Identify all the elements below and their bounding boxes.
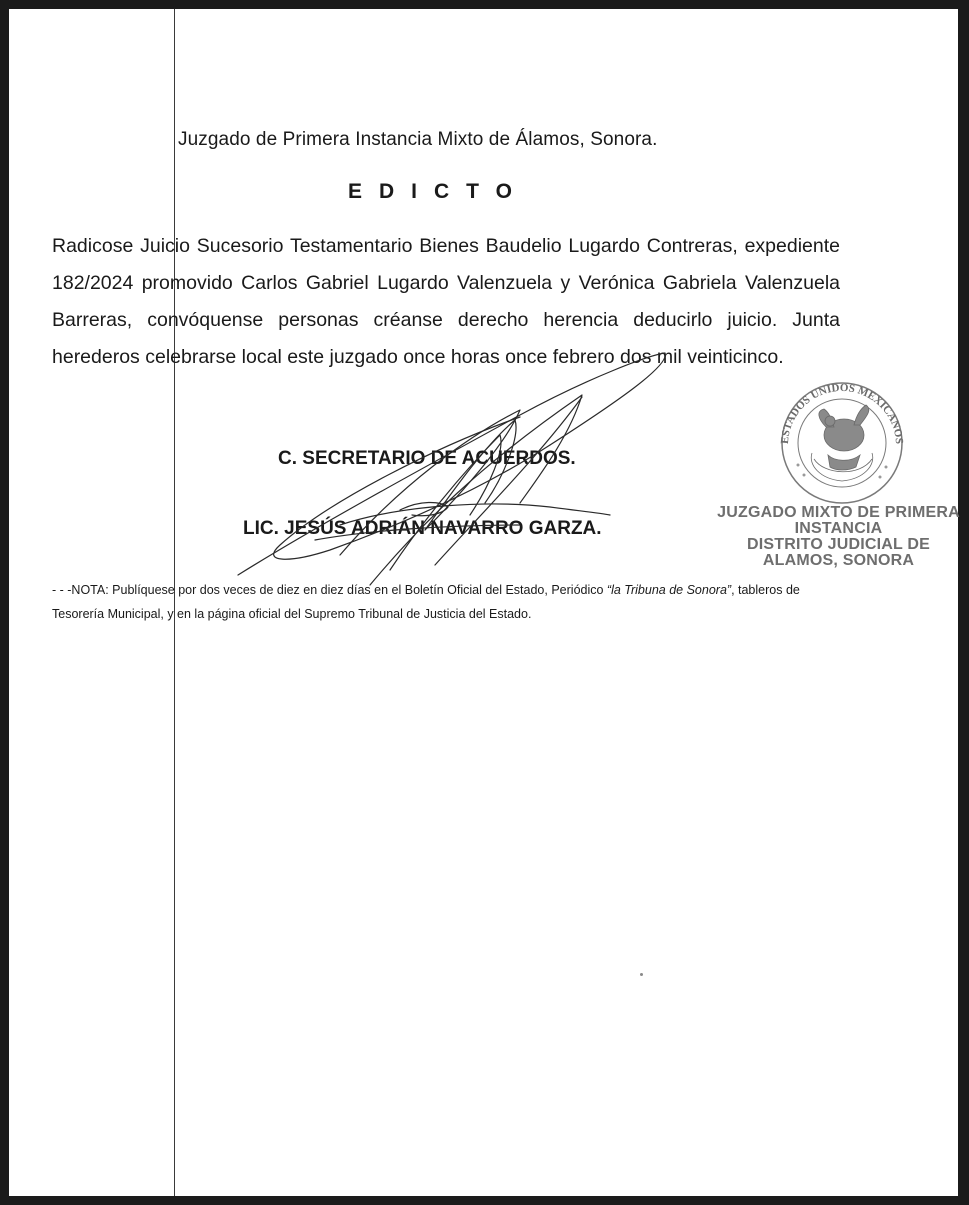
newspaper-name: “la Tribuna de Sonora” (606, 583, 732, 597)
stamp-line-1: JUZGADO MIXTO DE PRIMERA (717, 504, 960, 521)
scan-speck (640, 973, 643, 976)
stamp-line-3: DISTRITO JUDICIAL DE (747, 536, 930, 553)
note-prefix: - - -NOTA: Publíquese por dos veces de diez en diez días en el Boletín Oficial del Estado, Periódico (52, 583, 607, 597)
seal-legend: ESTADOS UNIDOS MEXICANOS (778, 381, 906, 445)
publication-note (52, 578, 852, 626)
court-header: Juzgado de Primera Instancia Mixto de Álamos, Sonora. (178, 129, 658, 150)
signer-name: LIC. JESÚS ADRIÁN NAVARRO GARZA. (243, 518, 602, 539)
stamp-line-4: ALAMOS, SONORA (762, 552, 915, 569)
secretary-title: C. SECRETARIO DE ACUERDOS. (278, 448, 576, 469)
document-title: EDICTO (348, 180, 529, 203)
stamp-line-2: INSTANCIA (794, 520, 883, 537)
handwritten-signature (220, 325, 690, 600)
court-stamp (716, 505, 961, 569)
body-paragraph: Radicose Juicio Sucesorio Testamentario Bienes Baudelio Lugardo Contreras, expediente 182/2024 promovido Carlos Gabriel Lugardo Valenzuela y Verónica Gabriela Valenzuela Barreras, convóquense personas créanse derecho herencia deducirlo juicio. Junta herederos celebrarse local este juzgado once horas once febrero dos mil veinticinco. (52, 235, 840, 368)
coat-of-arms-seal (768, 375, 916, 505)
note-suffix: , tableros de Tesorería Municipal, y en la página oficial del Supremo Tribunal de Justicia del Estado. (52, 583, 800, 621)
